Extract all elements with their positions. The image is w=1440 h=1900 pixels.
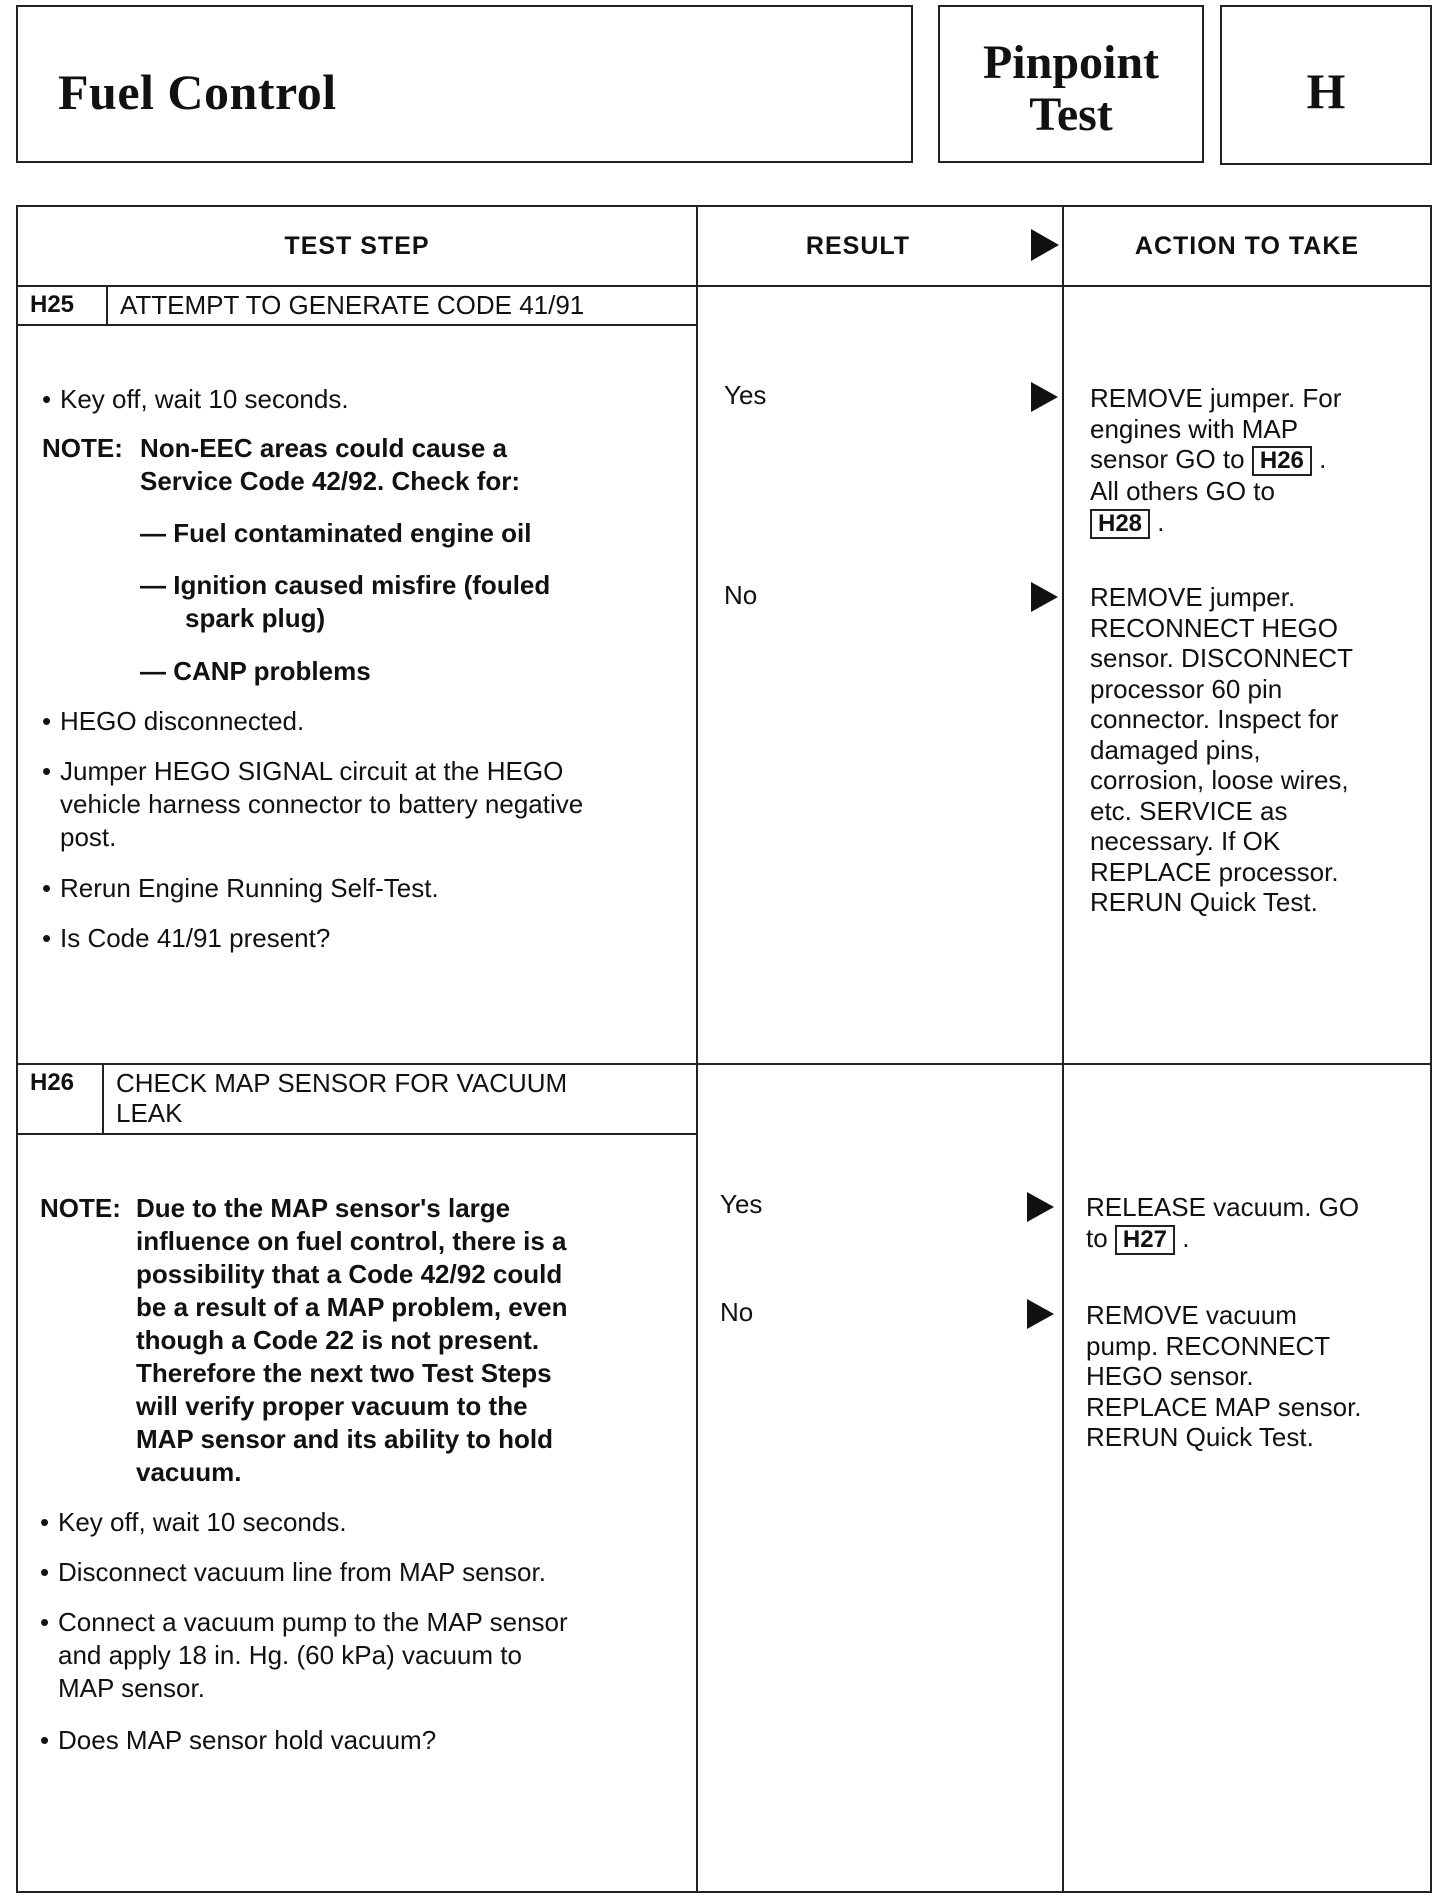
bullet-dot: • <box>42 756 52 786</box>
h25-yes-action <box>1090 383 1410 539</box>
h26-note-line: Due to the MAP sensor's large <box>136 1193 511 1223</box>
step-ref-h26[interactable]: H26 <box>1252 446 1312 476</box>
h26-no-action-line: REPLACE MAP sensor. <box>1086 1391 1362 1422</box>
step-title-h26-line-1: CHECK MAP SENSOR FOR VACUUM <box>116 1068 568 1098</box>
test-table <box>16 205 1432 1893</box>
bullet-dot: • <box>40 1725 50 1755</box>
h25-yes-action-line-4: All others GO to <box>1090 476 1275 506</box>
h26-yes-action-line-2-end: . <box>1182 1222 1190 1253</box>
h26-bullet-2-text: Disconnect vacuum line from MAP sensor. <box>58 1557 546 1587</box>
bullet-dot: • <box>40 1507 50 1537</box>
section-divider <box>18 1063 1430 1065</box>
badge-line-2: Test <box>1029 88 1113 141</box>
h25-yes-action-line-2: engines with MAP <box>1090 413 1299 444</box>
h25-bullet-4 <box>42 872 439 905</box>
test-letter: H <box>1306 63 1346 119</box>
h26-bullet-4 <box>40 1724 436 1757</box>
step-id-h26: H26 <box>30 1069 75 1096</box>
pinpoint-test-badge <box>938 5 1204 163</box>
h25-bullet-5 <box>42 922 330 955</box>
h25-dash-3: — CANP problems <box>140 656 371 686</box>
header-action: ACTION TO TAKE <box>1134 231 1360 260</box>
divider-col-2 <box>1062 207 1064 1891</box>
h26-note-line: possibility that a Code 42/92 could <box>136 1259 563 1289</box>
h25-yes-action-line-3-end: . <box>1319 444 1327 474</box>
h26-bullet-1 <box>40 1506 347 1539</box>
header-arrow-icon <box>1031 229 1059 261</box>
h25-no-action-line: necessary. If OK <box>1090 826 1281 856</box>
h26-bullet-2 <box>40 1556 546 1589</box>
h25-bullet-1 <box>42 383 349 416</box>
h26-yes-action-line-2-text: to <box>1086 1222 1108 1253</box>
h25-dash-1: — Fuel contaminated engine oil <box>140 518 532 548</box>
h25-yes-action-line-5-end: . <box>1157 506 1165 537</box>
bullet-dot: • <box>42 706 52 736</box>
h26-note-line: though a Code 22 is not present. <box>136 1325 540 1355</box>
h25-no-action-line: RECONNECT HEGO <box>1090 612 1338 643</box>
h26-bullet-3 <box>40 1606 568 1639</box>
bullet-dot: • <box>40 1557 50 1587</box>
h25-yes-action-line-5 <box>1090 507 1410 539</box>
h26-note-line: influence on fuel control, there is a <box>136 1226 567 1256</box>
h25-no-action-line: RERUN Quick Test. <box>1090 887 1318 917</box>
h25-no-action-line: processor 60 pin <box>1090 673 1283 704</box>
h25-bullet-4-text: Rerun Engine Running Self-Test. <box>60 873 439 903</box>
header-result: RESULT <box>805 231 911 260</box>
divider-col-1 <box>696 207 698 1891</box>
h25-note-label: NOTE: <box>42 433 123 463</box>
h26-no-action-line: HEGO sensor. <box>1086 1361 1254 1391</box>
h26-yes-action <box>1086 1192 1416 1255</box>
h25-title-underline <box>18 324 698 326</box>
step-id-h25: H25 <box>30 291 75 318</box>
step-ref-h27[interactable]: H27 <box>1115 1225 1175 1255</box>
h25-bullet-2-text: HEGO disconnected. <box>60 706 305 736</box>
h26-note-line: will verify proper vacuum to the <box>136 1391 528 1421</box>
h26-bullet-3-line-1: Connect a vacuum pump to the MAP sensor <box>58 1607 568 1637</box>
h25-yes-arrow-icon <box>1031 382 1058 412</box>
pinpoint-test-label <box>940 37 1202 141</box>
h25-dash-2-line-1: — Ignition caused misfire (fouled <box>140 570 551 600</box>
h26-note-line: be a result of a MAP problem, even <box>136 1292 568 1322</box>
h26-note-line: MAP sensor and its ability to hold <box>136 1424 554 1454</box>
h25-no-action <box>1090 582 1420 918</box>
h25-bullet-3-line-2: vehicle harness connector to battery negative <box>60 789 584 819</box>
h26-result-yes: Yes <box>720 1189 763 1219</box>
h26-bullet-3-line-2: and apply 18 in. Hg. (60 kPa) vacuum to <box>58 1640 522 1670</box>
h26-note-label: NOTE: <box>40 1193 121 1223</box>
h26-no-arrow-icon <box>1027 1299 1054 1329</box>
h25-bullet-3-line-3: post. <box>60 822 117 852</box>
bullet-dot: • <box>42 873 52 903</box>
test-letter-box <box>1220 5 1432 165</box>
badge-line-1: Pinpoint <box>982 36 1160 89</box>
h25-bullet-3 <box>42 755 563 788</box>
h26-no-action-line: RERUN Quick Test. <box>1086 1422 1314 1452</box>
h25-no-action-line: connector. Inspect for <box>1090 704 1339 734</box>
h25-id-divider <box>106 285 108 325</box>
h25-dash-2-line-2: spark plug) <box>185 603 326 633</box>
header-test-step: TEST STEP <box>284 231 430 260</box>
h26-note-line: Therefore the next two Test Steps <box>136 1358 552 1388</box>
h25-bullet-2 <box>42 705 304 738</box>
h26-bullet-1-text: Key off, wait 10 seconds. <box>58 1507 347 1537</box>
header-divider <box>18 285 1430 287</box>
h25-result-no: No <box>724 580 758 610</box>
h26-yes-action-line-2 <box>1086 1223 1416 1255</box>
bullet-dot: • <box>42 384 52 414</box>
page-title: Fuel Control <box>58 64 337 120</box>
h25-no-action-line: sensor. DISCONNECT <box>1090 643 1353 673</box>
h26-yes-arrow-icon <box>1027 1192 1054 1222</box>
h26-bullet-4-text: Does MAP sensor hold vacuum? <box>58 1725 437 1755</box>
h26-yes-action-line-1: RELEASE vacuum. GO <box>1086 1192 1360 1222</box>
h25-bullet-3-line-1: Jumper HEGO SIGNAL circuit at the HEGO <box>60 756 564 786</box>
h25-yes-action-line-3 <box>1090 444 1410 476</box>
h25-note-line-1: Non-EEC areas could cause a <box>140 433 508 463</box>
h26-bullet-3-line-3: MAP sensor. <box>58 1673 205 1703</box>
h25-yes-action-line-1: REMOVE jumper. For <box>1090 383 1342 413</box>
h26-title-underline <box>18 1133 698 1135</box>
h26-no-action-line: REMOVE vacuum <box>1086 1300 1297 1330</box>
bullet-dot: • <box>42 923 52 953</box>
step-title-h26-line-2: LEAK <box>116 1098 183 1128</box>
h25-bullet-1-text: Key off, wait 10 seconds. <box>60 384 349 414</box>
h26-result-no: No <box>720 1297 754 1327</box>
h26-note-line: vacuum. <box>136 1457 242 1487</box>
h25-no-action-line: REPLACE processor. <box>1090 856 1339 887</box>
step-ref-h28[interactable]: H28 <box>1090 509 1150 539</box>
h26-no-action <box>1086 1300 1416 1453</box>
h25-no-action-line: damaged pins, <box>1090 734 1261 765</box>
step-title-h25: ATTEMPT TO GENERATE CODE 41/91 <box>120 290 585 320</box>
h25-no-arrow-icon <box>1031 582 1058 612</box>
h25-no-action-line: etc. SERVICE as <box>1090 795 1288 826</box>
h26-id-divider <box>102 1063 104 1135</box>
bullet-dot: • <box>40 1607 50 1637</box>
h25-result-yes: Yes <box>724 380 767 410</box>
h25-bullet-5-text: Is Code 41/91 present? <box>60 923 331 953</box>
h25-yes-action-line-3-text: sensor GO to <box>1090 444 1245 474</box>
title-box <box>16 5 913 163</box>
h26-no-action-line: pump. RECONNECT <box>1086 1330 1331 1361</box>
h25-note-line-2: Service Code 42/92. Check for: <box>140 466 521 496</box>
h25-no-action-line: REMOVE jumper. <box>1090 582 1296 612</box>
h25-no-action-line: corrosion, loose wires, <box>1090 765 1349 795</box>
